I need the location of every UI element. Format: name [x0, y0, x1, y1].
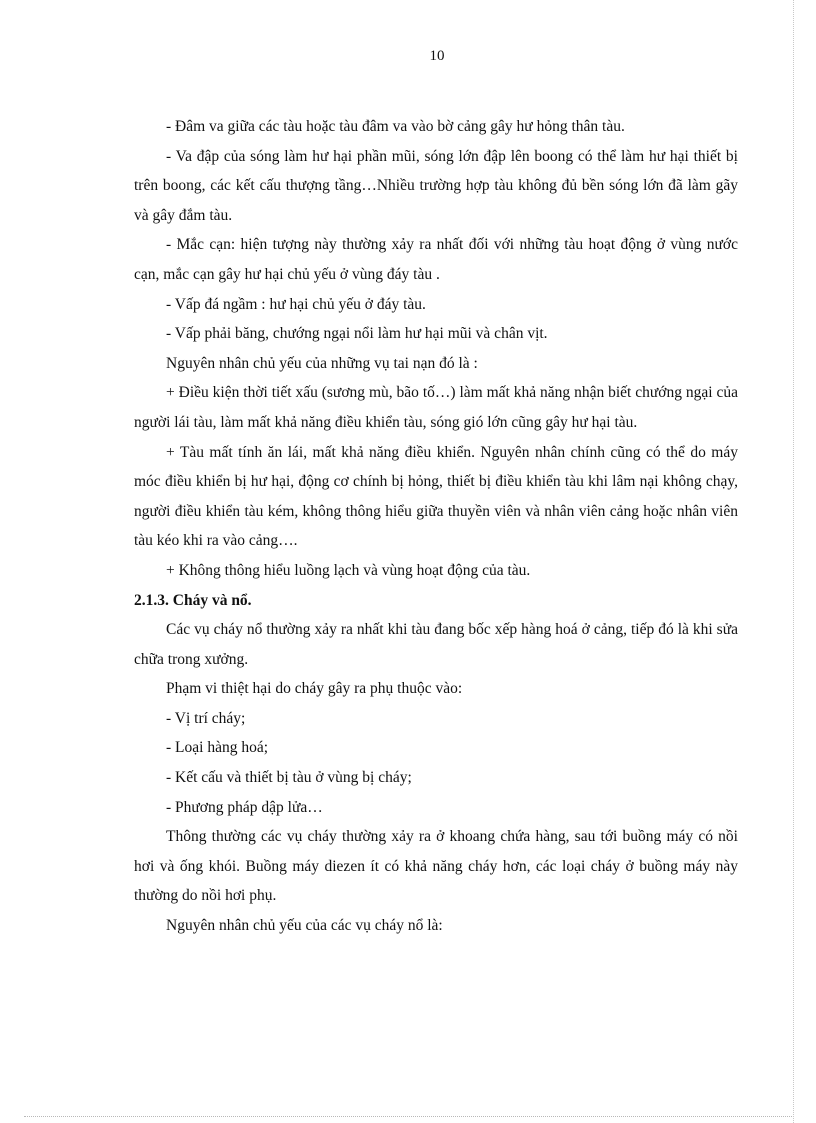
document-body: [134, 112, 738, 941]
paragraph-fire-areas: Thông thường các vụ cháy thường xảy ra ở khoang chứa hàng, sau tới buồng máy có nồi hơi và ống khói. Buồng máy diezen ít có khả năng cháy hơn, các loại cháy ở buồng máy này thường do nồi hơi phụ.: [134, 828, 738, 905]
list-item-structure: - Kết cấu và thiết bị tàu ở vùng bị cháy;: [166, 769, 412, 787]
paragraph-weather: + Điều kiện thời tiết xấu (sương mù, bão tố…) làm mất khả năng nhận biết chướng ngại của người lái tàu, làm mất khả năng điều khiển tàu, sóng gió lớn cũng gây hư hại tàu.: [134, 384, 738, 431]
list-item-cargo: - Loại hàng hoá;: [166, 739, 269, 757]
page-bottom-border: [24, 1116, 792, 1117]
paragraph-fire-causes: Nguyên nhân chủ yếu của các vụ cháy nổ là:: [166, 917, 443, 935]
paragraph-reef: - Vấp đá ngầm : hư hại chủ yếu ở đáy tàu.: [166, 295, 426, 313]
page-right-border: [793, 0, 794, 1123]
paragraph-fire-occurrence: Các vụ cháy nổ thường xảy ra nhất khi tàu đang bốc xếp hàng hoá ở cảng, tiếp đó là khi sửa chữa trong xưởng.: [134, 621, 738, 668]
paragraph-ice: - Vấp phải băng, chướng ngại nổi làm hư hại mũi và chân vịt.: [166, 325, 548, 343]
page-number: 10: [429, 48, 445, 64]
paragraph-grounding: - Mắc cạn: hiện tượng này thường xảy ra nhất đối với những tàu hoạt động ở vùng nước cạn, mắc cạn gây hư hại chủ yếu ở vùng đáy tàu .: [134, 236, 738, 283]
list-item-method: - Phương pháp dập lửa…: [166, 798, 323, 816]
paragraph-navigation: + Không thông hiểu luồng lạch và vùng hoạt động của tàu.: [166, 561, 531, 579]
section-heading: 2.1.3. Cháy và nổ.: [134, 591, 252, 609]
paragraph-wave-impact: - Va đập của sóng làm hư hại phần mũi, sóng lớn đập lên boong có thể làm hư hại thiết bị trên boong, các kết cấu thượng tầng…Nhiều trường hợp tàu không đủ bền sóng lớn đã làm gãy và gây đắm tàu.: [134, 147, 738, 224]
paragraph-collision: - Đâm va giữa các tàu hoặc tàu đâm va vào bờ cảng gây hư hỏng thân tàu.: [166, 118, 625, 135]
paragraph-steering: + Tàu mất tính ăn lái, mất khả năng điều khiển. Nguyên nhân chính cũng có thể do máy móc điều khiển bị hư hại, động cơ chính bị hỏng, thiết bị điều khiển tàu khi lâm nại không chạy, người điều khiển tàu kém, không thông hiểu giữa thuyền viên và nhân viên cảng hoặc nhân viên tàu kéo khi ra vào cảng….: [134, 443, 738, 550]
list-item-location: - Vị trí cháy;: [166, 709, 246, 727]
paragraph-main-causes: Nguyên nhân chủ yếu của những vụ tai nạn đó là :: [166, 354, 478, 372]
paragraph-damage-scope: Phạm vi thiệt hại do cháy gây ra phụ thuộc vào:: [166, 680, 463, 698]
